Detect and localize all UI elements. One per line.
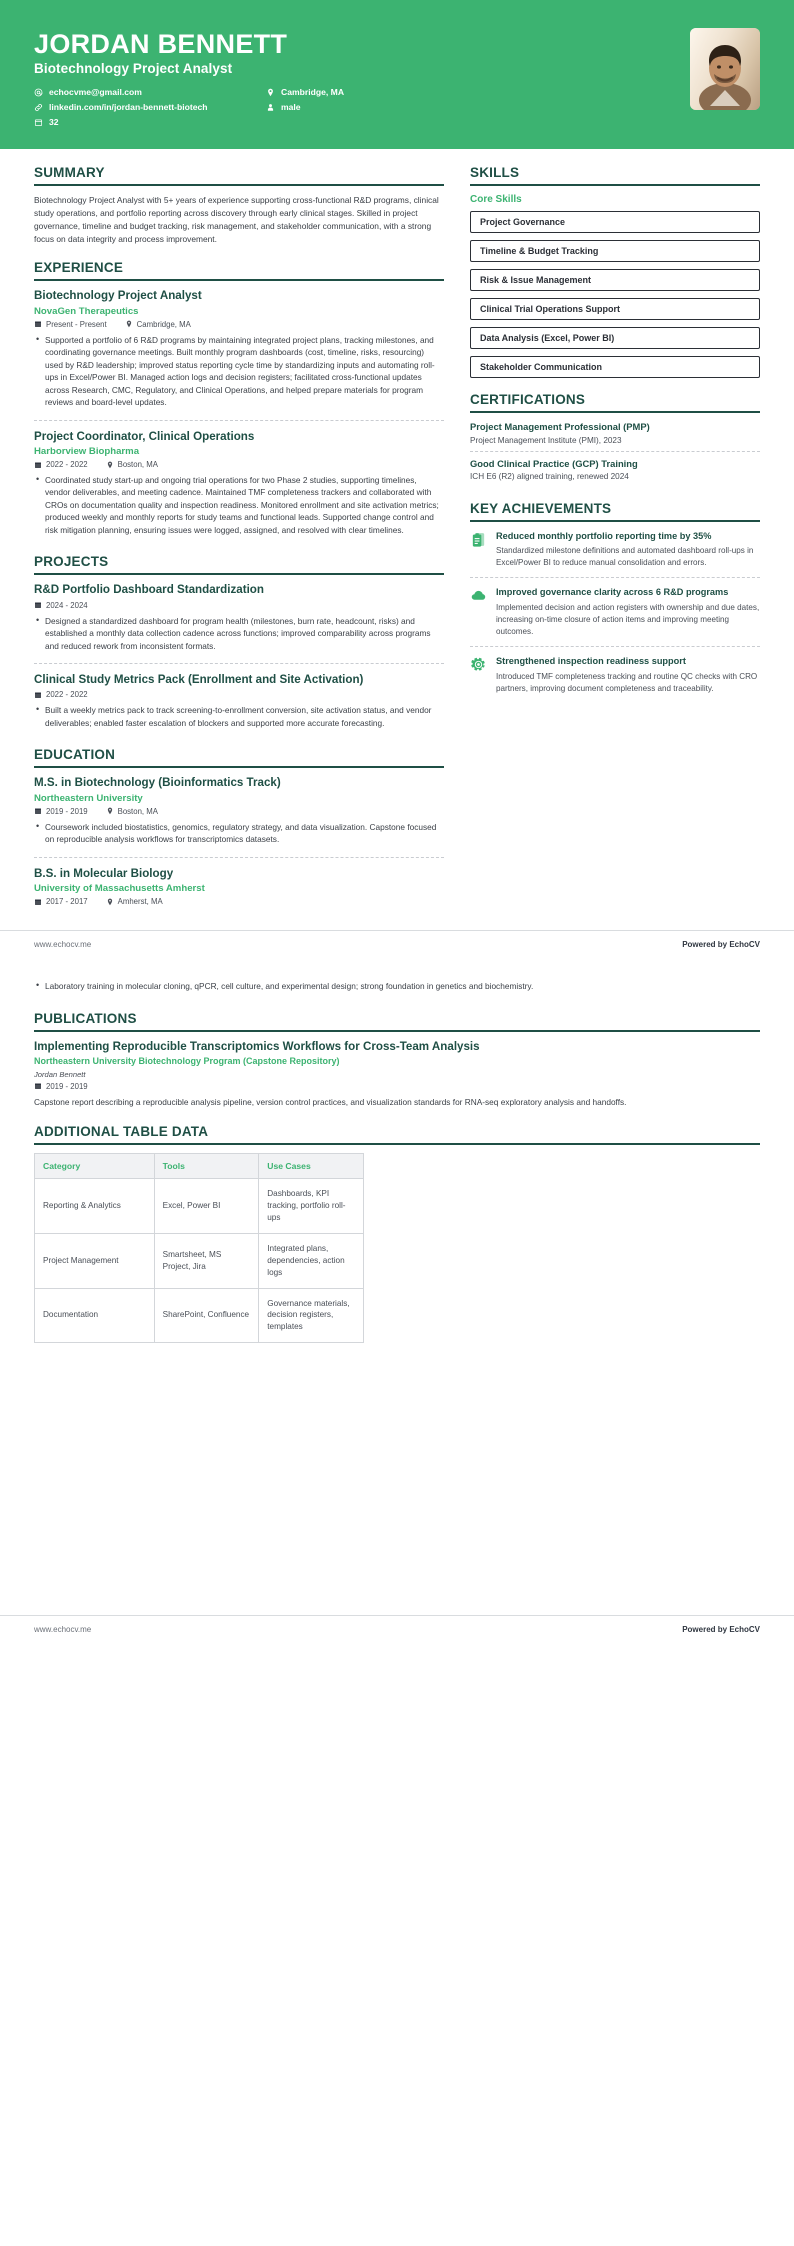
page-footer [0,1615,794,1634]
page-two-spacer [0,1357,794,1607]
calendar-icon [34,118,43,127]
contact-age [34,117,252,127]
table-column-header: Use Cases [259,1154,364,1179]
email-icon [34,88,43,97]
cloud-icon [470,586,487,638]
contact-gender-text: male [281,102,301,113]
summary-heading: SUMMARY [34,165,444,186]
education-degree: B.S. in Molecular Biology [34,866,174,880]
contact-location [266,87,344,97]
education-location-text: Amherst, MA [117,897,163,907]
experience-location [125,320,191,329]
calendar-icon [34,1082,42,1090]
certification-issuer: ICH E6 (R2) aligned training, renewed 2024 [470,471,629,481]
education-item [34,776,444,857]
experience-location-text: Boston, MA [117,460,158,469]
contact-linkedin-text: linkedin.com/in/jordan-bennett-biotech [49,102,208,113]
clipboard-icon [470,530,487,570]
footer-site[interactable]: www.echocv.me [34,940,92,950]
table-column-header: Tools [154,1154,259,1179]
table-cell: Governance materials, decision registers, templates [259,1288,364,1343]
right-column [470,165,760,717]
table-cell: Dashboards, KPI tracking, portfolio roll-ups [259,1179,364,1234]
contact-linkedin[interactable] [34,102,252,112]
achievement-body [496,655,760,695]
table-cell: Smartsheet, MS Project, Jira [154,1233,259,1288]
education-heading: EDUCATION [34,747,444,768]
section-projects [34,554,444,733]
certification-item [470,421,760,451]
contact-email[interactable] [34,87,252,97]
experience-dates-text: 2022 - 2022 [46,460,88,469]
education-location-text: Boston, MA [117,806,158,816]
location-icon [266,88,275,97]
achievement-item [470,586,760,647]
achievement-item [470,655,760,703]
footer-site[interactable]: www.echocv.me [34,1625,92,1635]
list-item: • Designed a standardized dashboard for program health (milestones, burn rate, headcount, risks) and established a monthly data collection cadence across functions; improved comparability across programs and reduced rework from inconsistent formats. [34,615,444,652]
certifications-heading: CERTIFICATIONS [470,392,760,413]
experience-heading: EXPERIENCE [34,260,444,281]
publication-description: Capstone report describing a reproducible analysis pipeline, version control practices, and visualization standards for RNA-seq exploratory analysis and handoffs. [34,1096,627,1107]
publication-name: Implementing Reproducible Transcriptomics Workflows for Cross-Team Analysis [34,1039,480,1053]
publications-heading: PUBLICATIONS [34,1011,760,1032]
table-cell: Reporting & Analytics [35,1179,155,1234]
skill-chip: Data Analysis (Excel, Power BI) [470,327,760,349]
education-item [34,867,444,908]
publication-meta [34,1082,760,1091]
experience-location-text: Cambridge, MA [136,319,191,329]
table-cell: SharePoint, Confluence [154,1288,259,1343]
list-item: • Coursework included biostatistics, genomics, regulatory strategy, and data visualization. Capstone focused on reproducible analysis workflows for transcriptomics datasets. [34,821,444,846]
section-education [34,747,444,908]
section-skills [470,165,760,378]
section-certifications [470,392,760,486]
certification-issuer: Project Management Institute (PMI), 2023 [470,435,622,445]
experience-company: Harborview Biopharma [34,446,140,457]
experience-meta [34,460,444,469]
certification-name: Project Management Professional (PMP) [470,421,650,433]
achievement-body [496,530,760,570]
calendar-icon [34,691,42,699]
project-dates [34,690,88,699]
list-item: • Supported a portfolio of 6 R&D programs by maintaining integrated project plans, tracking milestones, and coordinating governance meetings. Built monthly program dashboards (cost, timeline, risks, resourcing) used by R&D leadership; improved status reporting cycle time by standardizing inputs and automating roll-ups in Excel/Power BI. Managed action logs and decision registers; facilitated cross-functional updates across Research, CMC, Regulatory, and Clinical Operations, and helped prepare materials for program reviews and board-level updates. [34,334,444,409]
achievement-desc: Introduced TMF completeness tracking and routine QC checks with CRO partners, improving document completeness and traceability. [496,671,758,693]
achievement-body [496,586,760,638]
location-icon [106,461,114,469]
education-location [106,807,158,816]
publication-author: Jordan Bennett [34,1069,86,1079]
calendar-icon [34,320,42,328]
page-footer [0,930,794,949]
education-dates-text: 2019 - 2019 [46,806,88,816]
summary-text: Biotechnology Project Analyst with 5+ years of experience supporting cross-functional R&D programs, clinical study operations, and portfolio reporting across discovery through early clinical stages. Skilled in project governance, timeline and budget tracking, risk management, and stakeholder communication, with a strong focus on data integrity and process improvement. [34,195,439,245]
project-item [34,583,444,664]
resume-header [0,0,794,149]
achievement-item [470,530,760,579]
section-experience [34,260,444,540]
page-two-content [0,980,794,1343]
table-cell: Integrated plans, dependencies, action logs [259,1233,364,1288]
experience-bullets [34,334,444,409]
experience-meta [34,320,444,329]
experience-item [34,289,444,420]
candidate-role: Biotechnology Project Analyst [34,61,233,77]
section-additional-table [34,1124,760,1343]
skill-chip: Clinical Trial Operations Support [470,298,760,320]
contact-age-text: 32 [49,117,59,128]
table-header-row [35,1154,364,1179]
calendar-icon [34,807,42,815]
list-item: • Coordinated study start-up and ongoing trial operations for two Phase 2 studies, supporting timelines, vendor deliverables, and meeting cadence. Maintained TMF completeness trackers and collaborated with CROs on documentation quality and inspection readiness. Monitored enrollment and site activation metrics; produced weekly and monthly reports for study teams and functional leads. Supported change control and risk mitigation planning, ensuring issues were logged, assigned, and resolved with clear timelines. [34,474,444,536]
calendar-icon [34,601,42,609]
education-bullets-continued [34,980,760,992]
location-icon [125,320,133,328]
publication-item [34,1040,760,1111]
project-bullets [34,615,444,652]
skill-chip: Project Governance [470,211,760,233]
experience-dates [34,460,88,469]
certification-item [470,458,760,487]
experience-location [106,460,158,469]
section-summary [34,165,444,246]
education-meta [34,807,444,816]
achievement-desc: Standardized milestone definitions and automated dashboard roll-ups in Excel/Power BI to reduce manual consolidation and errors. [496,546,754,568]
section-achievements [470,501,760,703]
resume-body [0,149,794,922]
education-school: Northeastern University [34,792,143,804]
section-publications [34,1011,760,1111]
table-cell: Project Management [35,1233,155,1288]
table-cell: Excel, Power BI [154,1179,259,1234]
calendar-icon [34,461,42,469]
experience-dates [34,320,107,329]
project-dates-text: 2024 - 2024 [46,600,88,610]
achievements-heading: KEY ACHIEVEMENTS [470,501,760,522]
project-meta [34,601,444,610]
education-school: University of Massachusetts Amherst [34,883,205,895]
additional-table-heading: ADDITIONAL TABLE DATA [34,1124,760,1145]
table-cell: Documentation [35,1288,155,1343]
experience-dates-text: Present - Present [46,319,107,329]
table-body [35,1179,364,1343]
table-row [35,1179,364,1234]
project-bullets [34,704,444,729]
footer-brand [682,940,760,949]
gear-icon [470,655,487,695]
contact-email-text: echocvme@gmail.com [49,87,142,98]
skill-chip: Stakeholder Communication [470,356,760,378]
achievement-title: Strengthened inspection readiness support [496,656,686,667]
achievement-title: Reduced monthly portfolio reporting time by 35% [496,530,712,541]
education-degree: M.S. in Biotechnology (Bioinformatics Track) [34,776,281,790]
project-meta [34,690,444,699]
project-dates-text: 2022 - 2022 [46,690,88,700]
education-bullets [34,821,444,846]
experience-company: NovaGen Therapeutics [34,305,139,317]
location-icon [106,898,114,906]
projects-heading: PROJECTS [34,554,444,575]
additional-data-table [34,1153,364,1343]
table-row [35,1233,364,1288]
footer-brand [682,1625,760,1634]
achievement-title: Improved governance clarity across 6 R&D programs [496,587,729,598]
skill-chip: Risk & Issue Management [470,269,760,291]
project-name: Clinical Study Metrics Pack (Enrollment and Site Activation) [34,672,364,686]
project-item [34,673,444,733]
skill-chip: Timeline & Budget Tracking [470,240,760,262]
left-column [34,165,444,922]
experience-item [34,430,444,541]
education-dates [34,807,88,816]
publication-dates [34,1082,88,1091]
certification-name: Good Clinical Practice (GCP) Training [470,457,638,469]
contact-location-text: Cambridge, MA [281,87,345,98]
skills-group-label: Core Skills [470,194,522,206]
contact-grid [34,87,344,127]
experience-role: Biotechnology Project Analyst [34,289,202,303]
calendar-icon [34,898,42,906]
avatar [690,28,760,110]
page-break [0,949,794,975]
header-left [34,26,344,127]
footer-powered-prefix: Powered by [682,1625,730,1635]
footer-powered-brand: EchoCV [729,1625,760,1635]
list-item: • Laboratory training in molecular cloning, qPCR, cell culture, and experimental design; strong foundation in genetics and biochemistry. [34,980,760,992]
candidate-name: JORDAN BENNETT [34,29,288,59]
location-icon [106,807,114,815]
education-location [106,897,163,906]
footer-powered-prefix: Powered by [682,940,730,950]
project-dates [34,601,88,610]
footer-powered-brand: EchoCV [729,940,760,950]
link-icon [34,103,43,112]
table-header [35,1154,364,1179]
experience-bullets [34,474,444,536]
table-column-header: Category [35,1154,155,1179]
education-dates [34,897,88,906]
publication-dates-text: 2019 - 2019 [46,1081,88,1091]
achievement-desc: Implemented decision and action registers with ownership and due dates, increasing on-time closure of action items and improving meeting outcomes. [496,602,760,637]
publication-venue: Northeastern University Biotechnology Program (Capstone Repository) [34,1056,340,1067]
person-icon [266,103,275,112]
education-dates-text: 2017 - 2017 [46,897,88,907]
list-item: • Built a weekly metrics pack to track screening-to-enrollment conversion, site activation status, and vendor deliverables; enabled faster escalation of blockers and supported more accurate forecasting. [34,704,444,729]
education-meta [34,897,444,906]
table-row [35,1288,364,1343]
experience-role: Project Coordinator, Clinical Operations [34,429,255,443]
contact-gender [266,102,344,112]
project-name: R&D Portfolio Dashboard Standardization [34,583,264,597]
skills-heading: SKILLS [470,165,760,186]
avatar-portrait [690,28,760,110]
